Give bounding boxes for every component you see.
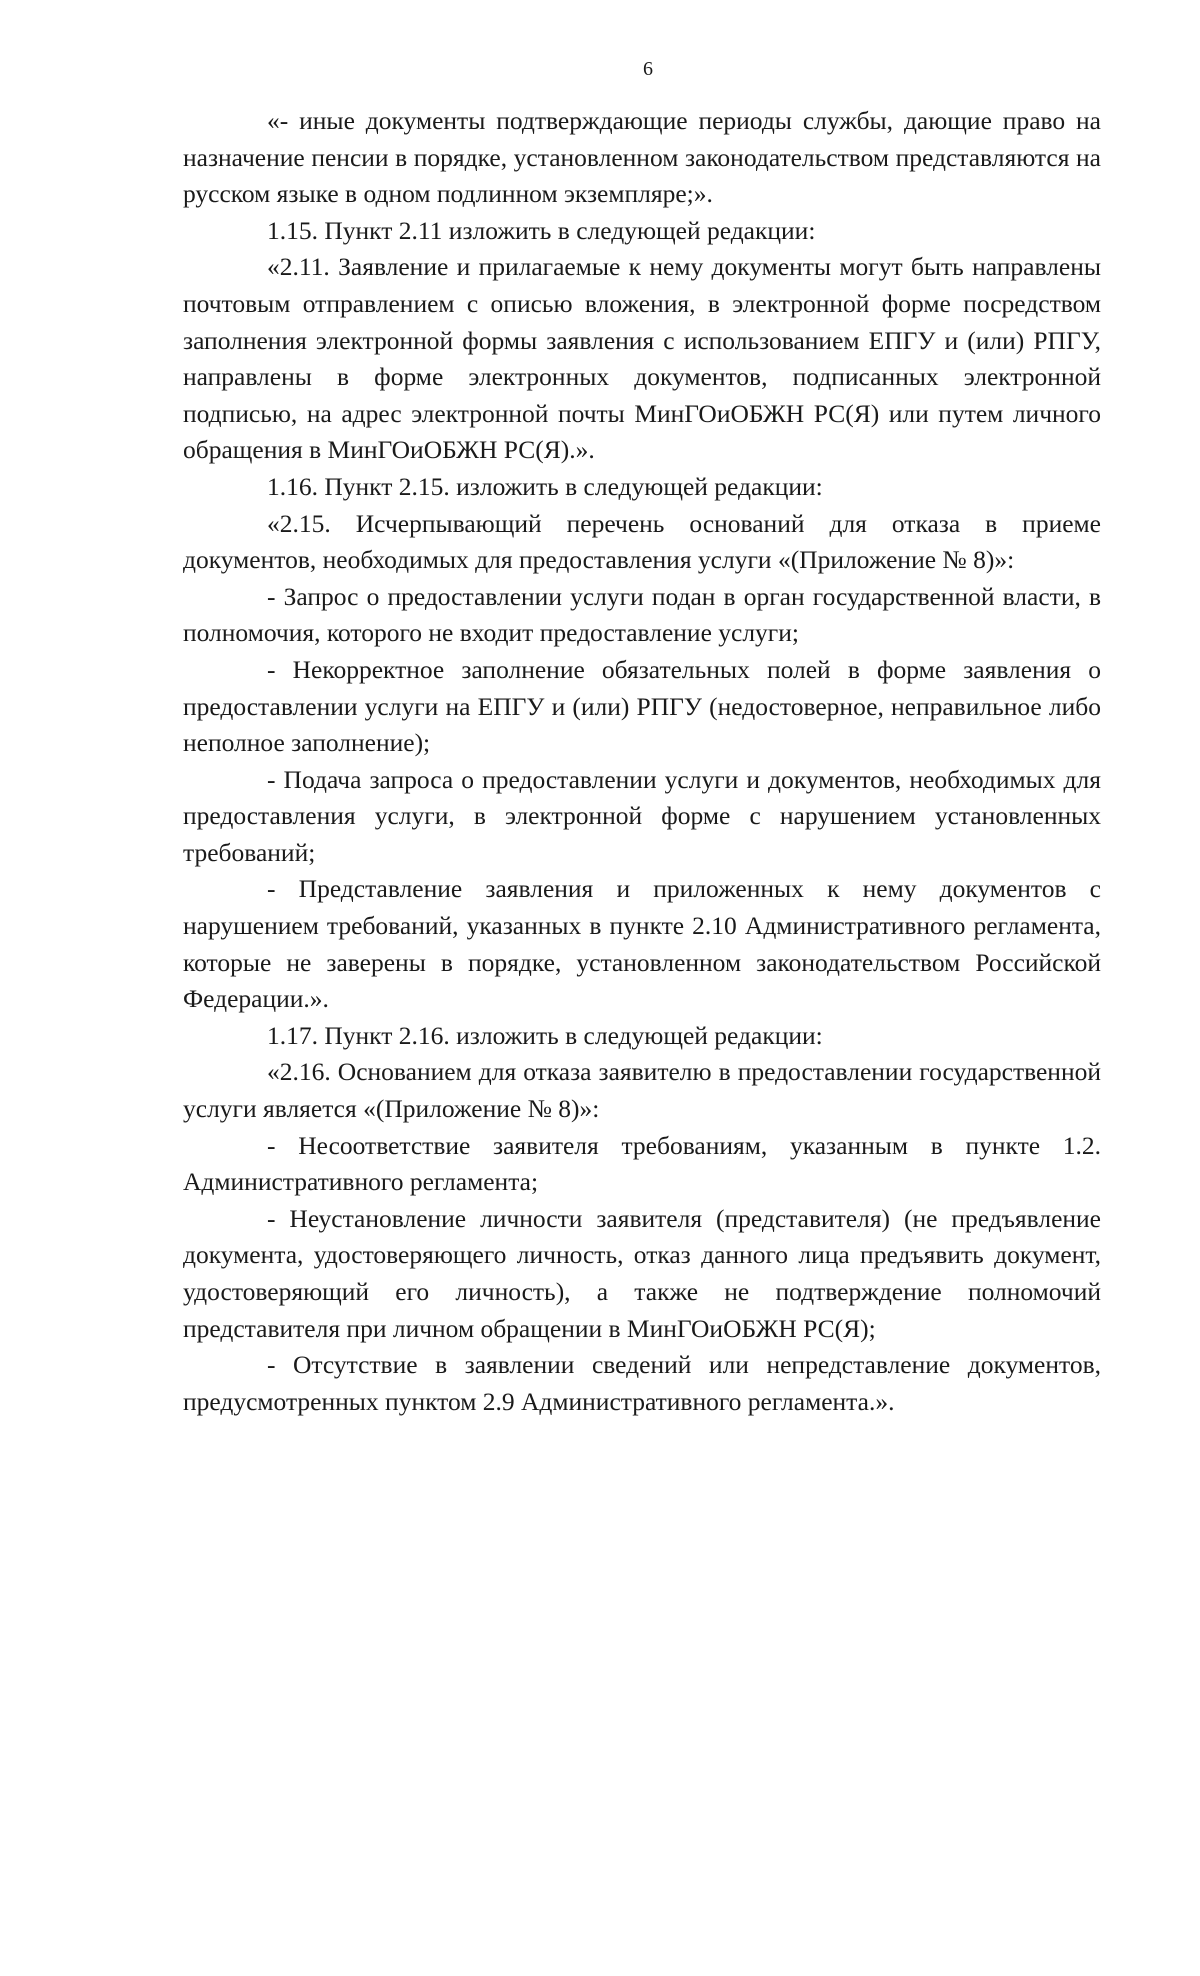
list-item-denial-reason: - Несоответствие заявителя требованиям, указанным в пункте 1.2. Административного регламента; (183, 1130, 1101, 1197)
document-body (183, 103, 1101, 1420)
list-item-refusal-reason: - Запрос о предоставлении услуги подан в орган государственной власти, в полномочия, которого не входит предоставление услуги; (183, 581, 1101, 648)
paragraph-documents-language: «- иные документы подтверждающие периоды службы, дающие право на назначение пенсии в порядке, установленном законодательством представляются на русском языке в одном подлинном экземпляре;». (183, 106, 1101, 209)
paragraph-clause-2-16: «2.16. Основанием для отказа заявителю в предоставлении государственной услуги является «(Приложение № 8)»: (183, 1057, 1101, 1124)
list-item-refusal-reason: - Представление заявления и приложенных к нему документов с нарушением требований, указанных в пункте 2.10 Административного регламента, которые не заверены в порядке, установленном законодательством Российской Федерации.». (183, 874, 1101, 1014)
paragraph-item-1-15: 1.15. Пункт 2.11 изложить в следующей редакции: (267, 215, 816, 245)
list-item-refusal-reason: - Некорректное заполнение обязательных полей в форме заявления о предоставлении услуги на ЕПГУ и (или) РПГУ (недостоверное, неправильное либо неполное заполнение); (183, 654, 1101, 758)
paragraph-clause-2-15: «2.15. Исчерпывающий перечень оснований для отказа в приеме документов, необходимых для предоставления услуги «(Приложение № 8)»: (183, 508, 1101, 575)
paragraph-clause-2-11: «2.11. Заявление и прилагаемые к нему документы могут быть направлены почтовым отправлением с описью вложения, в электронной форме посредством заполнения электронной формы заявления с использованием ЕПГУ и (или) РПГУ, направлены в форме электронных документов, подписанных электронной подписью, на адрес электронной почты МинГОиОБЖН РС(Я) или путем личного обращения в МинГОиОБЖН РС(Я).». (183, 252, 1101, 465)
paragraph-item-1-16: 1.16. Пункт 2.15. изложить в следующей редакции: (267, 471, 823, 501)
paragraph-item-1-17: 1.17. Пункт 2.16. изложить в следующей редакции: (267, 1020, 823, 1050)
list-item-denial-reason: - Неустановление личности заявителя (представителя) (не предъявление документа, удостоверяющего личность, отказ данного лица предъявить документ, удостоверяющий его личность), а также не подтверждение полномочий представителя при личном обращении в МинГОиОБЖН РС(Я); (183, 1203, 1101, 1343)
list-item-denial-reason: - Отсутствие в заявлении сведений или непредставление документов, предусмотренных пунктом 2.9 Административного регламента.». (183, 1350, 1101, 1416)
list-item-refusal-reason: - Подача запроса о предоставлении услуги и документов, необходимых для предоставления услуги, в электронной форме с нарушением установленных требований; (183, 764, 1101, 867)
page-number: 6 (643, 58, 653, 80)
